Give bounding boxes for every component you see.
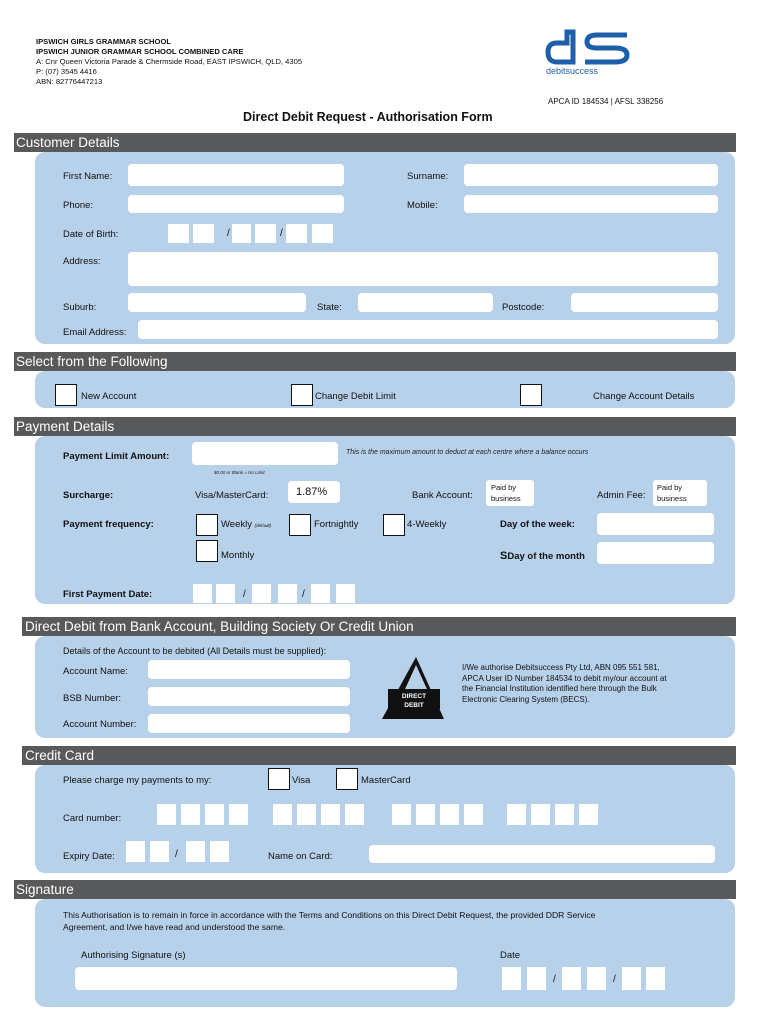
card-digit-box[interactable]	[297, 804, 316, 825]
email-field[interactable]	[138, 320, 718, 339]
phone-label: Phone:	[63, 200, 94, 211]
first-payment-label: First Payment Date:	[63, 589, 153, 600]
bank-header: Direct Debit from Bank Account, Building Society Or Credit Union	[22, 617, 736, 636]
weekly-checkbox[interactable]	[196, 514, 218, 536]
sig-date-slash-2: /	[613, 974, 616, 985]
sig-date-year-1[interactable]	[622, 967, 641, 990]
suburb-label: Suburb:	[63, 302, 97, 313]
dob-label: Date of Birth:	[63, 229, 119, 240]
card-digit-box[interactable]	[181, 804, 200, 825]
payment-limit-sub: $0.00 or Blank = No Limit	[214, 470, 265, 475]
signature-text	[63, 909, 733, 933]
mobile-label: Mobile:	[407, 200, 438, 211]
weekly-default: (default)	[254, 523, 272, 528]
visa-label: Visa	[292, 775, 311, 786]
surname-field[interactable]	[464, 164, 718, 186]
new-account-label: New Account	[81, 391, 137, 402]
expiry-month-2[interactable]	[150, 841, 169, 862]
sig-date-slash-1: /	[553, 974, 556, 985]
card-digit-box[interactable]	[440, 804, 459, 825]
account-name-label: Account Name:	[63, 666, 128, 677]
card-digit-box[interactable]	[321, 804, 340, 825]
first-name-field[interactable]	[128, 164, 344, 186]
change-limit-label: Change Debit Limit	[315, 391, 396, 402]
first-pay-year-1[interactable]	[311, 584, 330, 603]
school-header	[36, 37, 302, 87]
admin-fee-label: Admin Fee:	[597, 490, 646, 501]
school-name-2: IPSWICH JUNIOR GRAMMAR SCHOOL COMBINED CARE	[36, 47, 244, 56]
school-name-1: IPSWICH GIRLS GRAMMAR SCHOOL	[36, 37, 171, 46]
visa-mc-surcharge-value: 1.87%	[296, 486, 328, 498]
bank-account-label: Bank Account:	[412, 490, 473, 501]
change-details-checkbox[interactable]	[520, 384, 542, 406]
expiry-slash: /	[175, 849, 178, 860]
day-of-month-text: Day of the month	[507, 551, 585, 562]
apca-id: APCA ID 184534 | AFSL 338256	[548, 97, 664, 106]
new-account-checkbox[interactable]	[55, 384, 77, 406]
card-digit-box[interactable]	[345, 804, 364, 825]
bank-details-text: Details of the Account to be debited (All Details must be supplied):	[63, 646, 327, 656]
dob-year-2[interactable]	[312, 224, 333, 243]
first-pay-slash-2: /	[302, 589, 305, 600]
address-field[interactable]	[128, 252, 718, 286]
credit-card-header: Credit Card	[22, 746, 736, 765]
first-pay-day-2[interactable]	[216, 584, 235, 603]
payment-details-header: Payment Details	[14, 417, 736, 436]
sig-date-month-2[interactable]	[587, 967, 606, 990]
surcharge-label: Surcharge:	[63, 490, 114, 501]
customer-details-header: Customer Details	[14, 133, 736, 152]
school-abn: ABN: 82776447213	[36, 77, 103, 86]
weekly-label	[221, 519, 271, 532]
sig-date-day-2[interactable]	[527, 967, 546, 990]
day-of-week-label: Day of the week:	[500, 519, 575, 530]
card-digit-box[interactable]	[205, 804, 224, 825]
fortnightly-label: Fortnightly	[314, 519, 359, 530]
card-number-label: Card number:	[63, 813, 122, 824]
signature-text-line-2: Agreement, and I/we have read and understood the same.	[63, 922, 286, 932]
form-title: Direct Debit Request - Authorisation Form	[243, 110, 493, 124]
mobile-field[interactable]	[464, 195, 718, 213]
select-header: Select from the Following	[14, 352, 736, 371]
sig-date-year-2[interactable]	[646, 967, 665, 990]
dd-logo-text-2: DEBIT	[404, 702, 424, 709]
dob-month-1[interactable]	[232, 224, 251, 243]
suburb-field[interactable]	[128, 293, 306, 312]
card-digit-box[interactable]	[464, 804, 483, 825]
bsb-label: BSB Number:	[63, 693, 122, 704]
state-field[interactable]	[358, 293, 493, 312]
account-number-label: Account Number:	[63, 719, 137, 730]
dob-month-2[interactable]	[255, 224, 276, 243]
bsb-field[interactable]	[148, 687, 350, 706]
postcode-field[interactable]	[571, 293, 718, 312]
expiry-year-2[interactable]	[210, 841, 229, 862]
expiry-year-1[interactable]	[186, 841, 205, 862]
visa-checkbox[interactable]	[268, 768, 290, 790]
change-details-label: Change Account Details	[593, 391, 695, 402]
direct-debit-logo	[380, 655, 446, 721]
first-pay-day-1[interactable]	[193, 584, 212, 603]
auth-signature-label: Authorising Signature (s)	[81, 950, 186, 961]
signature-header: Signature	[14, 880, 736, 899]
day-of-month-s: S	[500, 550, 508, 562]
card-digit-box[interactable]	[157, 804, 176, 825]
debitsuccess-logo	[545, 26, 635, 78]
four-weekly-label: 4-Weekly	[407, 519, 447, 530]
bank-auth-line-3: the Financial Institution identified here through the Bulk	[462, 684, 657, 693]
card-digit-box[interactable]	[416, 804, 435, 825]
dob-year-1[interactable]	[286, 224, 307, 243]
bank-auth-line-2: APCA User ID Number 184534 to debit my/our account at	[462, 673, 667, 683]
dob-day-2[interactable]	[193, 224, 214, 243]
state-label: State:	[317, 302, 342, 313]
visa-mc-label: Visa/MasterCard:	[195, 490, 269, 501]
name-on-card-field[interactable]	[369, 845, 715, 863]
dob-slash-1: /	[227, 228, 230, 239]
admin-paid-by: Paid by	[657, 483, 683, 492]
day-of-month-label	[500, 550, 585, 563]
logo-text: debitsuccess	[546, 66, 599, 76]
dd-logo-text-1: DIRECT	[401, 693, 427, 700]
four-weekly-checkbox[interactable]	[383, 514, 405, 536]
monthly-checkbox[interactable]	[196, 540, 218, 562]
sig-date-day-1[interactable]	[502, 967, 521, 990]
monthly-label: Monthly	[221, 550, 255, 561]
admin-business: business	[657, 494, 687, 503]
card-digit-box[interactable]	[531, 804, 550, 825]
change-limit-checkbox[interactable]	[291, 384, 313, 406]
frequency-label: Payment frequency:	[63, 519, 154, 530]
dob-day-1[interactable]	[168, 224, 189, 243]
expiry-label: Expiry Date:	[63, 851, 115, 862]
card-digit-box[interactable]	[392, 804, 411, 825]
mastercard-checkbox[interactable]	[336, 768, 358, 790]
postcode-label: Postcode:	[502, 302, 545, 313]
payment-limit-field[interactable]	[192, 442, 338, 465]
card-digit-box[interactable]	[229, 804, 248, 825]
school-address: A: Cnr Queen Victoria Parade & Chermside Road, EAST IPSWICH, QLD, 4305	[36, 57, 303, 66]
dob-slash-2: /	[280, 228, 283, 239]
payment-limit-note: This is the maximum amount to deduct at each centre where a balance occurs	[346, 449, 589, 456]
first-pay-month-2[interactable]	[278, 584, 297, 603]
signature-text-line-1: This Authorisation is to remain in force in accordance with the Terms and Conditions on this Direct Debit Request, the provided DDR Service	[63, 910, 596, 920]
signature-date-label: Date	[500, 950, 521, 961]
charge-label: Please charge my payments to my:	[63, 775, 212, 786]
first-pay-slash-1: /	[243, 589, 246, 600]
bank-auth-line-4: Electronic Clearing System (BECS).	[462, 694, 590, 704]
email-label: Email Address:	[63, 327, 127, 338]
bank-auth-line-1: I/We authorise Debitsuccess Pty Ltd, ABN 095 551 581,	[462, 663, 660, 672]
sig-date-month-1[interactable]	[562, 967, 581, 990]
weekly-text: Weekly	[221, 519, 252, 530]
day-of-month-field[interactable]	[597, 542, 714, 564]
first-pay-year-2[interactable]	[336, 584, 355, 603]
phone-field[interactable]	[128, 195, 344, 213]
signature-field[interactable]	[75, 967, 457, 990]
expiry-month-1[interactable]	[126, 841, 145, 862]
mastercard-label: MasterCard	[361, 775, 411, 786]
first-name-label: First Name:	[63, 171, 113, 182]
card-digit-box[interactable]	[507, 804, 526, 825]
school-phone: P: (07) 3545 4416	[36, 67, 97, 76]
day-of-week-field[interactable]	[597, 513, 714, 535]
fortnightly-checkbox[interactable]	[289, 514, 311, 536]
payment-limit-label: Payment Limit Amount:	[63, 451, 170, 462]
surname-label: Surname:	[407, 171, 449, 182]
address-label: Address:	[63, 256, 101, 267]
account-number-field[interactable]	[148, 714, 350, 733]
name-on-card-label: Name on Card:	[268, 851, 333, 862]
bank-business: business	[491, 494, 521, 503]
first-pay-month-1[interactable]	[252, 584, 271, 603]
card-digit-box[interactable]	[273, 804, 292, 825]
account-name-field[interactable]	[148, 660, 350, 679]
card-digit-box[interactable]	[555, 804, 574, 825]
card-digit-box[interactable]	[579, 804, 598, 825]
bank-auth-text	[462, 663, 667, 705]
bank-paid-by: Paid by	[491, 483, 517, 492]
